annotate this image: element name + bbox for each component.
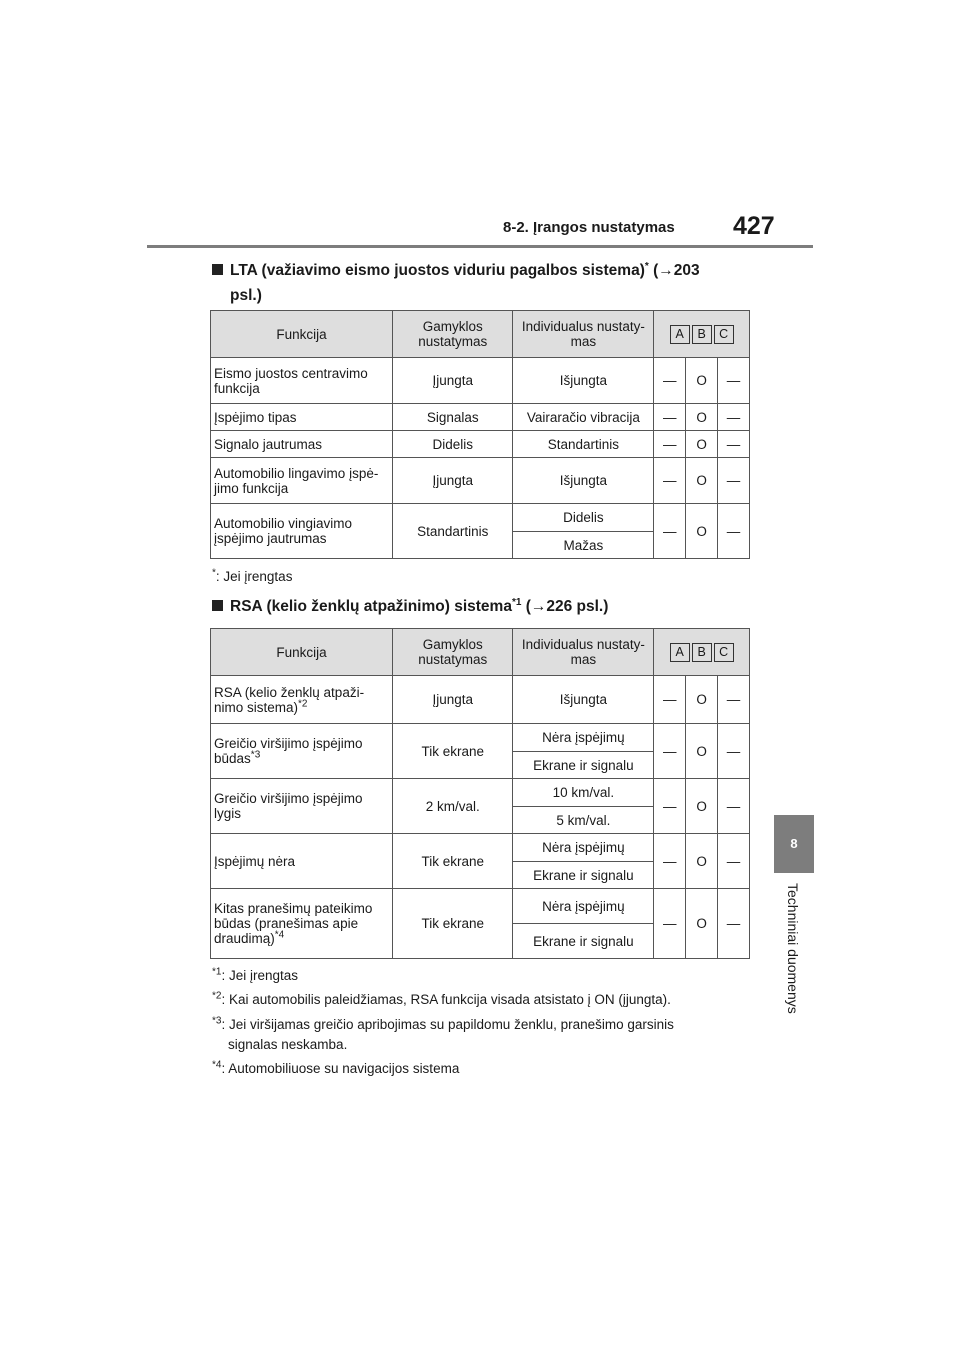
col-custom: Individualus nustaty- mas	[513, 629, 654, 676]
letter-c-box: C	[714, 643, 734, 662]
col-custom: Individualus nustaty- mas	[513, 311, 654, 358]
table-row: Signalo jautrumas Didelis Standartinis — O —	[211, 431, 750, 458]
table-row: Greičio viršijimo įspėjimo lygis 2 km/val. 10 km/val. — O —	[211, 779, 750, 807]
col-default: Gamyklos nustatymas	[393, 311, 513, 358]
table-row: 5 km/val.	[211, 807, 750, 834]
col-function: Funkcija	[211, 311, 393, 358]
table-row: RSA (kelio ženklų atpaži- nimo sistema)$^{*2}$ Įjungta Išjungta — O —	[211, 676, 750, 724]
table-header-row	[211, 311, 750, 358]
rsa-settings-table	[210, 628, 750, 959]
table-row: Kitas pranešimų pateikimo būdas (pranešimas apie draudimą)$^{*4}$ Tik ekrane Nėra įspėjimų — O —	[211, 889, 750, 924]
col-function: Funkcija	[211, 629, 393, 676]
lta-settings-table	[210, 310, 750, 559]
square-bullet-icon	[212, 600, 223, 611]
table-row: Ekrane ir signalu	[211, 924, 750, 959]
page-number: 427	[733, 212, 775, 240]
chapter-label: Techniniai duomenys	[785, 883, 801, 1014]
letter-b-box: B	[692, 325, 712, 344]
rsa-section-title: RSA (kelio ženklų atpažinimo) sistema$^{*1}$ (→226 psl.)	[212, 594, 608, 619]
square-bullet-icon	[212, 264, 223, 275]
rsa-footnote-4: $^{*4}$: Automobiliuose su navigacijos sistema	[212, 1059, 460, 1076]
col-default: Gamyklos nustatymas	[393, 629, 513, 676]
table-row: Greičio viršijimo įspėjimo būdas$^{*3}$ Tik ekrane Nėra įspėjimų — O —	[211, 724, 750, 752]
lta-section-title: LTA (važiavimo eismo juostos viduriu pagalbos sistema)* (→203 psl.)	[212, 258, 700, 308]
table-row: Įspėjimų nėra Tik ekrane Nėra įspėjimų — O —	[211, 834, 750, 862]
chapter-tab: 8	[774, 815, 814, 873]
letter-a-box: A	[670, 643, 690, 662]
rsa-footnote-3: $^{*3}$: Jei viršijamas greičio apribojimas su papildomu ženklu, pranešimo garsinis	[212, 1015, 674, 1032]
table-row: Mažas	[211, 532, 750, 559]
letter-c-box: C	[714, 325, 734, 344]
table-row: Ekrane ir signalu	[211, 752, 750, 779]
rsa-footnote-1: $^{*1}$: Jei įrengtas	[212, 966, 298, 983]
table-header-row	[211, 629, 750, 676]
letter-a-box: A	[670, 325, 690, 344]
table-row: Įspėjimo tipas Signalas Vairaračio vibracija — O —	[211, 404, 750, 431]
col-abc	[654, 629, 750, 676]
table-row: Automobilio lingavimo įspė- jimo funkcija Įjungta Išjungta — O —	[211, 458, 750, 504]
section-heading: 8-2. Įrangos nustatymas	[503, 219, 675, 236]
rsa-footnote-3-cont: signalas neskamba.	[228, 1037, 348, 1052]
letter-b-box: B	[692, 643, 712, 662]
lta-footnote: *: Jei įrengtas	[212, 567, 293, 584]
table-row: Eismo juostos centravimo funkcija Įjungta Išjungta — O —	[211, 358, 750, 404]
header-divider	[147, 245, 813, 248]
col-abc	[654, 311, 750, 358]
table-row: Ekrane ir signalu	[211, 862, 750, 889]
rsa-footnote-2: $^{*2}$: Kai automobilis paleidžiamas, RSA funkcija visada atsistato į ON (įjungta).	[212, 990, 671, 1007]
table-row: Automobilio vingiavimo įspėjimo jautrumas Standartinis Didelis — O —	[211, 504, 750, 532]
